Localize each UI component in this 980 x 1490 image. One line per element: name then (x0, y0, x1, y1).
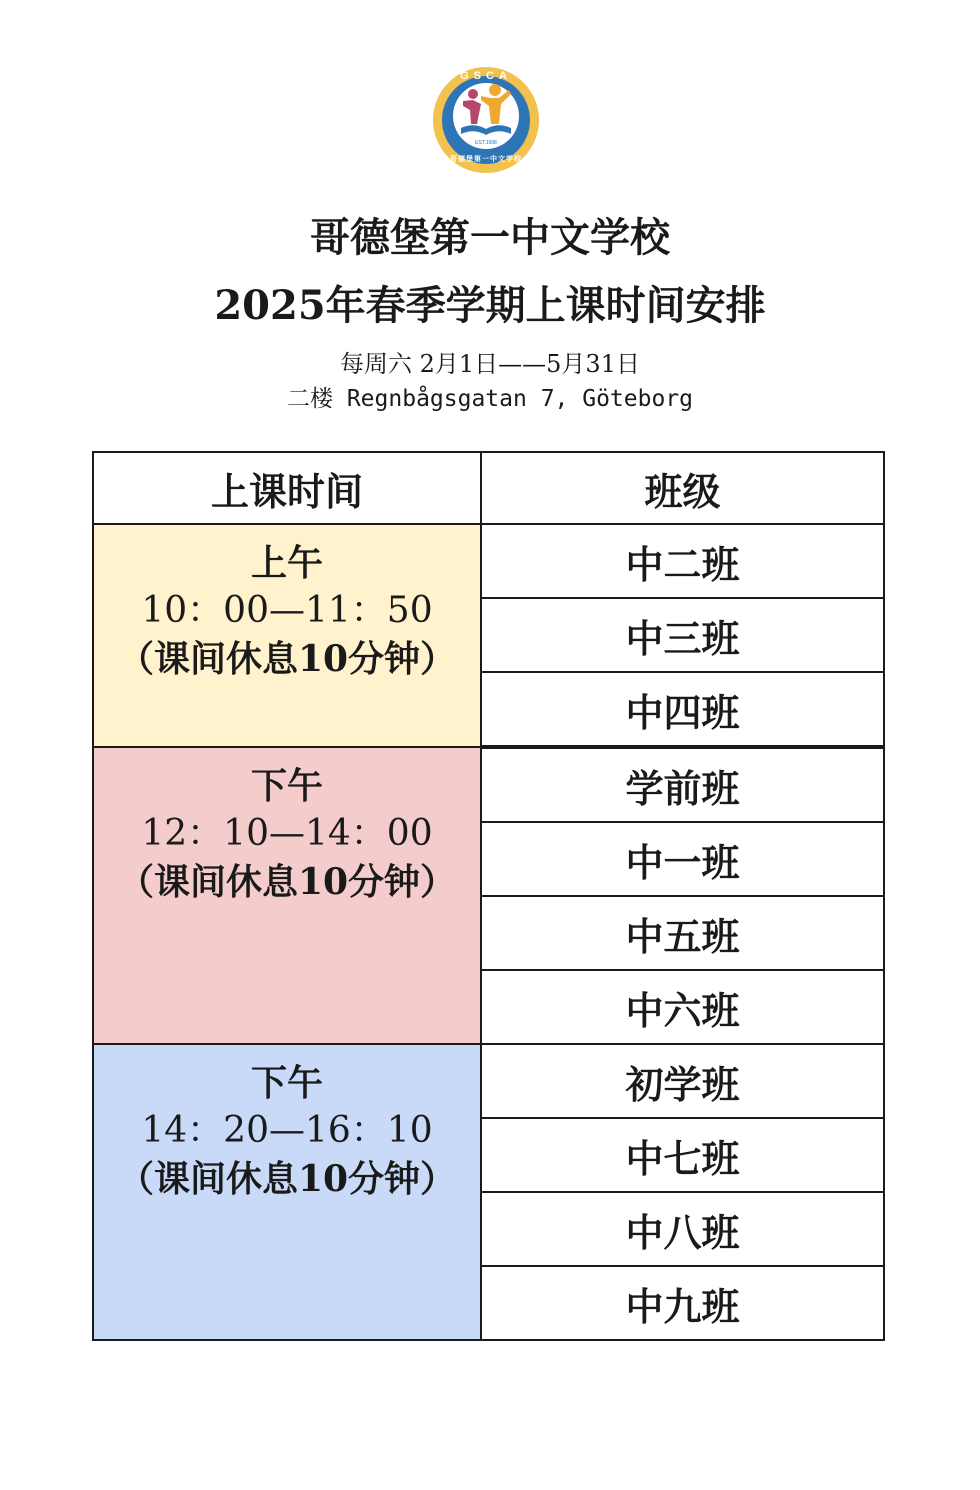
logo-arc-text: GSCA (460, 70, 512, 82)
slot-label: 上午 (250, 542, 323, 584)
slot-note: （课间休息10分钟） (117, 1158, 457, 1200)
time-slot-morning (93, 524, 481, 747)
table-row (93, 524, 884, 598)
logo-est-text: EST.1998 (475, 140, 497, 146)
slot-time: 10：00—11：50 (141, 590, 433, 631)
slot-label: 下午 (250, 765, 323, 807)
logo-figure-left-head (468, 89, 478, 99)
school-address: 二楼 Regnbågsgatan 7, Göteborg (286, 386, 694, 412)
school-name: 哥德堡第一中文学校 (310, 214, 670, 261)
class-cell: 中二班 (481, 524, 884, 598)
table-row (93, 1044, 884, 1118)
slot-label: 下午 (250, 1062, 323, 1104)
class-cell: 中六班 (481, 970, 884, 1044)
time-slot-afternoon-2 (93, 1044, 481, 1340)
slot-note: （课间休息10分钟） (117, 638, 457, 680)
time-slot-afternoon-1 (93, 747, 481, 1044)
table-row (93, 747, 884, 822)
class-cell: 学前班 (481, 747, 884, 822)
class-cell: 中三班 (481, 598, 884, 672)
class-cell: 中八班 (481, 1192, 884, 1266)
school-logo (429, 66, 543, 174)
table-header-row (93, 452, 884, 524)
schedule-title: 2025年春季学期上课时间安排 (214, 282, 766, 329)
header-class: 班级 (481, 452, 884, 524)
class-cell: 中一班 (481, 822, 884, 896)
class-cell: 初学班 (481, 1044, 884, 1118)
schedule-table (92, 451, 885, 1341)
slot-note: （课间休息10分钟） (117, 861, 457, 903)
slot-time: 14：20—16：10 (141, 1110, 433, 1151)
class-cell: 中九班 (481, 1266, 884, 1340)
schedule-dates: 每周六 2月1日——5月31日 (340, 350, 640, 378)
class-cell: 中七班 (481, 1118, 884, 1192)
class-cell: 中五班 (481, 896, 884, 970)
class-cell: 中四班 (481, 672, 884, 747)
header-time: 上课时间 (93, 452, 481, 524)
logo-figure-right-head (489, 84, 501, 96)
logo-ring-text: 哥德堡第一中文学校 (450, 155, 522, 163)
slot-time: 12：10—14：00 (141, 813, 433, 854)
